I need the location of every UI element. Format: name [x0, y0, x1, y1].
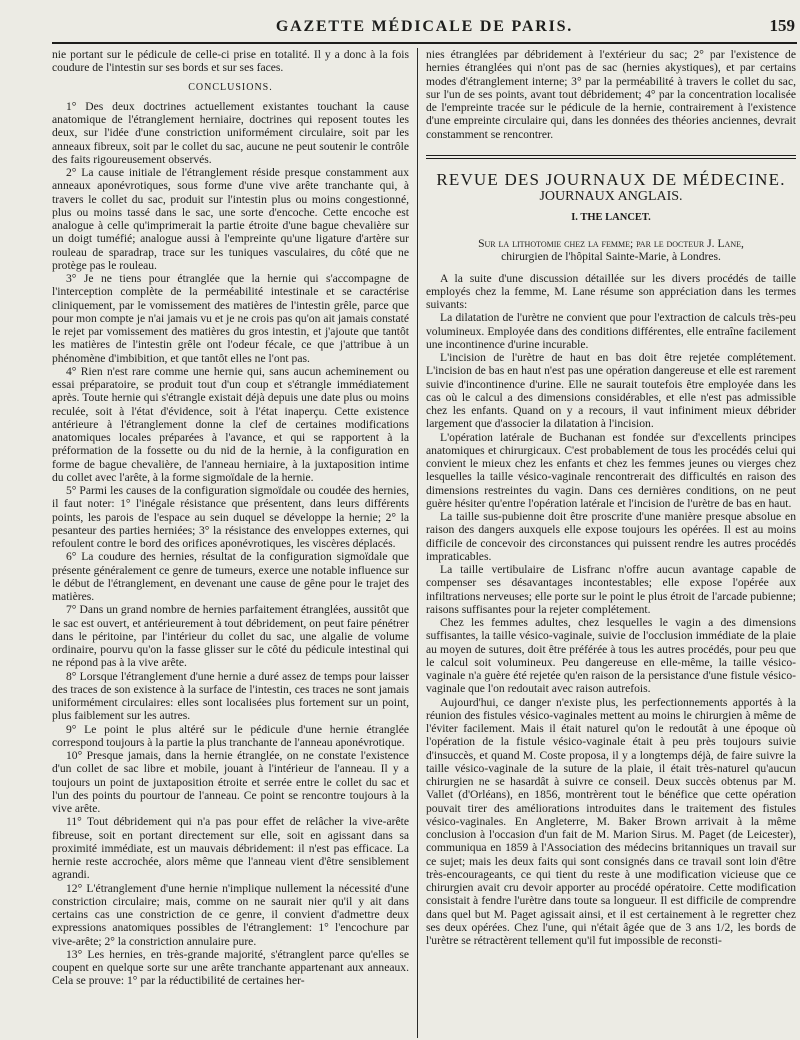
conclusion-10: 10° Presque jamais, dans la hernie étranglée, on ne constate l'existence d'un collet de sac libre et mobile, jouant à l'intérieur de l'anneau. Il y a toujours un point de juxtaposition étroite et serrée entre le collet du sac et l'un des points du pourtour de l'anneau. Ce point se rencontre toujours à la vive arête.	[52, 749, 409, 815]
article-title	[426, 237, 796, 264]
conclusion-2: 2° La cause initiale de l'étranglement réside presque constamment aux anneaux aponévrotiques, sous forme d'une vive arête tranchante qui, à travers le collet du sac, produit sur l'intestin plus ou moins congestionné, plus ou moins tassé dans le sac, une sorte d'encoche. Cette encoche est analogue à celle qu'imprimerait la partie étroite d'une bague chevalière sur un doigt tuméfié; analogue aussi à l'empreinte qu'une ligature d'artère sur rouleau de sparadrap, trace sur les tuniques vasculaires, du côté que ne protège pas le rouleau.	[52, 166, 409, 272]
section-rule-thick	[426, 155, 796, 156]
right-continuation-paragraph: nies étranglées par débridement à l'extérieur du sac; 2° par l'existence de hernies étranglées qui n'ont pas de sac (hernies akystiques), et par certains modes d'étranglement interne; 3° par la perméabilité à travers le collet du sac, sur l'un de ses points, avant tout débridement; 4° par la concentration localisée de l'empreinte tracée sur le pédicule de la hernie, contrairement à l'existence d'une empreinte circulaire qui, dans les données des théories anciennes, devrait constamment se rencontrer.	[426, 48, 796, 141]
conclusion-12: 12° L'étranglement d'une hernie n'implique nullement la nécessité d'une constriction circulaire; mais, comme on ne saurait nier qu'il y ait dans certains cas une constriction de ce genre, il convient d'admettre deux expressions anatomiques possibles de l'étranglement: 1° l'encochure par vive-arête; 2° la constriction annulaire pure.	[52, 881, 409, 948]
conclusion-1: 1° Des deux doctrines actuellement existantes touchant la cause anatomique de l'étranglement herniaire, doctrines qui reposent toutes les deux, sur l'idée d'une constriction uniformément circulaire, soit par les anneaux fibreux, soit par le collet du sac, aucune ne peut soutenir le contrôle des faits rigoureusement observés.	[52, 99, 409, 166]
article-paragraph-7: Chez les femmes adultes, chez lesquelles le vagin a des dimensions suffisantes, la taille vésico-vaginale, suivie de l'occlusion immédiate de la plaie au moyen de sutures, doit être préférée à tous les autres procédés, pour peu que le calcul soit volumineux. Peu dangereuse en elle-même, la taille vésico-vaginale n'a guère été rejetée qu'en raison de la persistance d'une fistule vésico-vaginale que l'on redoutait avec raison autrefois.	[426, 616, 796, 696]
conclusion-6: 6° La coudure des hernies, résultat de la configuration sigmoïdale que présente généralement ce genre de tumeurs, exerce une notable influence sur le début de l'étranglement, en devenant une cause de gêne pour le trajet des matières.	[52, 550, 409, 603]
conclusion-4: 4° Rien n'est rare comme une hernie qui, sans aucun acheminement ou essai préparatoire, se produit tout d'un coup et s'étrangle immédiatement après. Toute hernie qui s'étrangle existait déjà depuis une date plus ou moins reculée, soit à l'état d'évidence, soit à l'état inaperçu. Cette existence antérieure à l'étranglement donne la clef de certaines modifications anatomiques locales préparées à l'avance, et qui se rapportent à la préformation de la fossette ou du nid de la hernie, à la configuration en forme de bague chevalière, de l'anneau herniaire, à la juxtaposition intime du collet avec l'arête, à la forme sigmoïdale de la hernie.	[52, 364, 409, 484]
conclusion-8: 8° Lorsque l'étranglement d'une hernie a duré assez de temps pour laisser des traces de son existence à la surface de l'intestin, ces traces ne sont jamais uniformément circulaires: elles sont localisées plus fortement sur un point, plus faiblement sur les autres.	[52, 669, 409, 723]
article-title-line-2: chirurgien de l'hôpital Sainte-Marie, à Londres.	[501, 250, 721, 263]
article-title-line-1: Sur la lithotomie chez la femme; par le docteur J. Lane,	[478, 236, 744, 250]
conclusions-heading: CONCLUSIONS.	[188, 81, 273, 93]
lancet-heading: I. THE LANCET.	[571, 212, 651, 224]
article-paragraph-5: La taille sus-pubienne doit être proscrite d'une manière presque absolue en raison des dangers auxquels elle expose toujours les opérées. Il est au moins difficile de concevoir des circonstances qui puissent rendre les autres procédés impraticables.	[426, 510, 796, 563]
conclusion-7: 7° Dans un grand nombre de hernies parfaitement étranglées, aussitôt que le sac est ouvert, et antérieurement à tout débridement, on peut faire pénétrer dans le péritoine, par l'intérieur du collet du sac, une algalie de volume ordinaire, pourvu qu'on la fasse glisser sur le côté du pédicule intestinal qui ne répond pas à la vive arête.	[52, 603, 409, 670]
conclusion-5: 5° Parmi les causes de la configuration sigmoïdale ou coudée des hernies, il faut noter: 1° l'inégale résistance que présentent, dans leurs différents points, les parois de l'espace au sein duquel se développe la hernie; 2° la pesanteur des parties herniées; 3° la résistance des enveloppes externes, qui refoulent contre le bord des orifices aponévrotiques, les viscères déplacés.	[52, 484, 409, 550]
article-paragraph-4: L'opération latérale de Buchanan est fondée sur d'excellents principes anatomiques et chirurgicaux. C'est probablement de tous les procédés celui qui convient le mieux chez les enfants et chez les femmes jeunes ou vierges chez lesquelles la taille vésico-vaginale rencontrerait des difficultés en raison des dimensions restreintes du vagin. Dans ces dernières conditions, on ne peut guère hésiter qu'entre l'opération latérale et l'incision de l'urètre de bas en haut.	[426, 430, 796, 510]
conclusion-9: 9° Le point le plus altéré sur le pédicule d'une hernie étranglée correspond toujours à la partie la plus tranchante de l'anneau aponévrotique.	[52, 722, 409, 749]
conclusion-11: 11° Tout débridement qui n'a pas pour effet de relâcher la vive-arête fibreuse, soit en portant directement sur elle, soit en agissant dans sa proximité immédiate, est un mauvais débridement: il n'est pas efficace. La hernie reste accrochée, alors même que l'anneau vient d'être sensiblement agrandi.	[52, 815, 409, 882]
article-paragraph-8: Aujourd'hui, ce danger n'existe plus, les perfectionnements apportés à la réunion des fistules vésico-vaginales mettent au moins le chirurgien à même de l'éviter facilement. Mais il était naturel qu'on le redoutât à une époque où l'opération de la fistule vésico-vaginale était à peu près toujours suivie d'insuccès, et quand M. Coste proposa, il y a longtemps déjà, de faire suivre la taille vésico-vaginale de la suture de la plaie, il était très-naturel qu'aucun chirurgien ne se hasardât à suivre ce conseil. Deux succès obtenus par M. Vallet (d'Orléans), en 1856, montrèrent tout le bénéfice que cette opération pouvait tirer des améliorations introduites dans le traitement des fistules vésico-vaginales. En Angleterre, M. Baker Brown arrivait à la même conclusion à l'occasion d'un fait de M. Marion Sirus. M. Paget (de Leicester), communiqua en 1859 à l'Association des médecins britanniques un travail sur ce sujet; mais les deux faits qui sont consignés dans ce travail sont loin d'être très-encourageants, ce qui tient du reste à une modification vicieuse que ce chirurgien avait cru devoir apporter au procédé opératoire. Cette modification consistait à fendre l'urètre dans toute sa longueur. Il est difficile de comprendre dans quel but M. Paget agissait ainsi, et il est certainement à le regretter chez ses deux opérées. Chez l'une, qui n'était âgée que de 3 ans 1/2, les bords de l'urètre se rétractèrent tellement qu'il fut impossible de reconsti-	[426, 695, 796, 947]
column-divider	[417, 48, 418, 1038]
conclusion-13: 13° Les hernies, en très-grande majorité, s'étranglent parce qu'elles se coupent en quelque sorte sur une arête tranchante appartenant aux anneaux. Cela se prouve: 1° par la réductibilité de certaines her-	[52, 947, 409, 988]
page-number: 159	[769, 16, 795, 35]
article-paragraph-1: A la suite d'une discussion détaillée sur les divers procédés de taille employés chez la femme, M. Lane résume son appréciation dans les termes suivants:	[426, 271, 796, 311]
right-column	[426, 48, 796, 1033]
conclusion-3: 3° Je ne tiens pour étranglée que la hernie qui s'accompagne de l'interception complète de la perméabilité intestinale et se caractérise cliniquement, par le vomissement des matières de l'intestin grêle, parce que pour mon compte je n'ai jamais vu et je ne crois pas qu'on ait jamais constaté le rejet par vomissement des matières du gros intestin, et j'ajoute que tantôt les matières de l'intestin grêle ont l'odeur fécale, ce que j'attribue à un phénomène d'imbibition, et que tantôt elles ne l'ont pas.	[52, 272, 409, 365]
left-intro-paragraph: nie portant sur le pédicule de celle-ci prise en totalité. Il y a donc à la fois coudure de l'intestin sur ses bords et sur ses faces.	[52, 48, 409, 75]
revue-title: REVUE DES JOURNAUX DE MÉDECINE.	[436, 169, 786, 189]
page-header	[52, 8, 797, 44]
journaux-subtitle: JOURNAUX ANGLAIS.	[539, 189, 683, 204]
article-paragraph-3: L'incision de l'urètre de haut en bas doit être rejetée complétement. L'incision de bas en haut n'est pas une opération dangereuse et elle est rarement suivie d'incontinence d'urine. Elle ne saurait toutefois être employée dans les cas où le calcul a des dimensions considérables, et elle n'est pas admissible chez les enfants. Quand on y a recours, il vaut infiniment mieux débrider largement que d'associer la dilatation à l'incision.	[426, 351, 796, 431]
left-column	[52, 48, 409, 1033]
article-paragraph-2: La dilatation de l'urètre ne convient que pour l'extraction de calculs très-peu volumineux. Employée dans des conditions différentes, elle entraîne facilement une incontinence d'urine incurable.	[426, 311, 796, 351]
running-title: GAZETTE MÉDICALE DE PARIS.	[275, 18, 574, 35]
article-paragraph-6: La taille vertibulaire de Lisfranc n'offre aucun avantage capable de compenser ses désavantages incontestables; elle expose l'opérée aux infiltrations nerveuses; elle porte sur le point le plus étroit de l'arcade pubienne; raisons suffisantes pour la rejeter complétement.	[426, 563, 796, 616]
section-rule-thin	[426, 158, 796, 159]
